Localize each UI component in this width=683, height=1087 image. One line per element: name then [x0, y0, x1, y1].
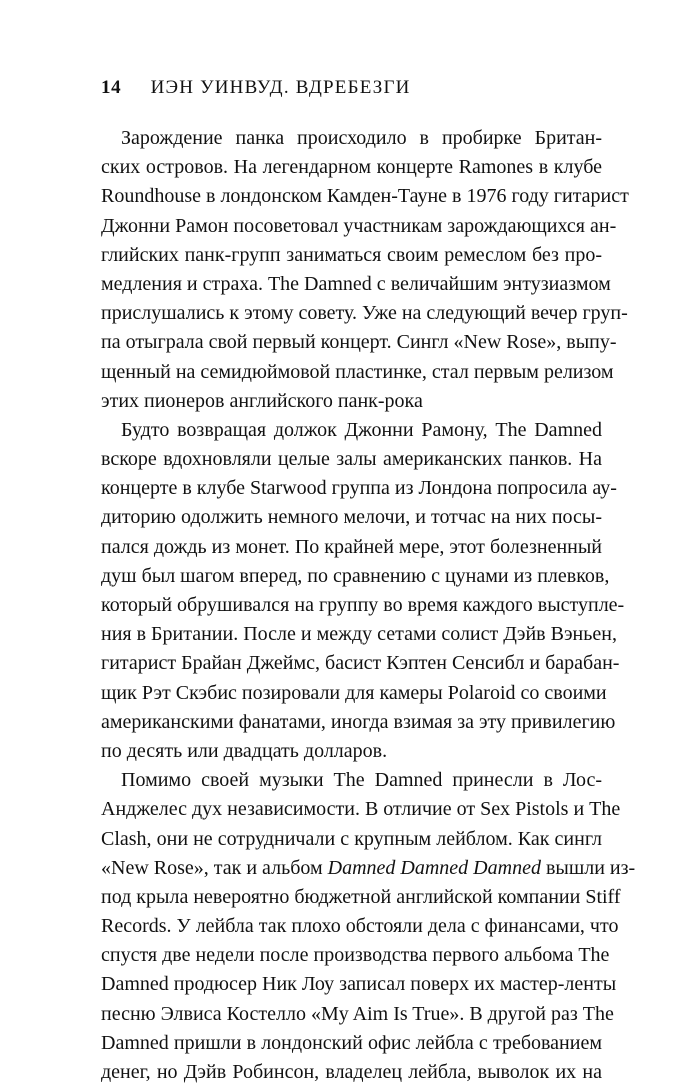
text-line: Damned пришли в лондонский офис лейбла с требованием	[101, 1031, 602, 1054]
text-segment: «New Rose», так и альбом	[101, 856, 328, 879]
text-line: Damned продюсер Ник Лоу записал поверх их мастер-ленты	[101, 973, 617, 996]
paragraph	[101, 416, 625, 766]
text-line: пался дождь из монет. По крайней мере, этот болезненный	[101, 535, 602, 558]
text-line: этих пионеров английского панк-рока	[101, 389, 423, 412]
text-line: Roundhouse в лондонском Камден-Тауне в 1976 году гитарист	[101, 185, 629, 208]
text-line: ских островов. На легендарном концерте Ramones в клубе	[101, 156, 602, 179]
text-line: щенный на семидюймовой пластинке, стал первым релизом	[101, 360, 614, 383]
body-text	[101, 124, 636, 1087]
text-line: который обрушивался на группу во время каждого выступле-	[101, 594, 625, 616]
album-title: Damned Damned Damned	[327, 856, 541, 879]
text-line: американскими фанатами, иногда взимая за эту привилегию	[101, 710, 616, 733]
page-number: 14	[101, 77, 122, 98]
text-line: Зарождение панка происходило в пробирке Британ-	[121, 127, 602, 149]
text-line: ния в Британии. После и между сетами солист Дэйв Вэньен,	[101, 623, 617, 646]
text-line: Анджелес дух независимости. В отличие от Sex Pistols и The	[101, 798, 621, 821]
text-line: концерте в клубе Starwood группа из Лондона попросила ау-	[101, 477, 617, 500]
book-title: ИЭН УИНВУД. ВДРЕБЕЗГИ	[150, 77, 411, 98]
text-segment: вышли из-	[540, 856, 636, 879]
running-head	[101, 76, 601, 100]
paragraph	[101, 124, 629, 416]
text-line: песню Элвиса Костелло «My Aim Is True». В другой раз The	[101, 1002, 614, 1025]
text-line: гитарист Брайан Джеймс, басист Кэптен Сенсибл и барабан-	[101, 652, 620, 675]
text-line: по десять или двадцать долларов.	[101, 739, 388, 762]
text-line: Будто возвращая должок Джонни Рамону, The Damned	[121, 418, 602, 441]
text-line: Clash, они не сотрудничали с крупным лейблом. Как сингл	[101, 827, 602, 850]
text-line: спустя две недели после производства первого альбома The	[101, 944, 610, 967]
text-line: медления и страха. The Damned с величайшим энтузиазмом	[101, 272, 611, 295]
paragraph	[101, 766, 636, 1087]
text-line: под крыла невероятно бюджетной английской компании Stiff	[101, 885, 621, 908]
text-line: диторию одолжить немного мелочи, и тотчас на них посы-	[101, 506, 602, 529]
text-line: Records. У лейбла так плохо обстояли дела с финансами, что	[101, 915, 619, 938]
text-line: глийских панк-групп заниматься своим ремеслом без про-	[101, 243, 602, 266]
text-line: Джонни Рамон посоветовал участникам зарождающихся ан-	[101, 214, 617, 237]
text-line: Помимо своей музыки The Damned принесли в Лос-	[121, 769, 602, 792]
text-line: вскоре вдохновляли целые залы американских панков. На	[101, 448, 602, 471]
text-line: па отыграла свой первый концерт. Сингл «New Rose», выпу-	[101, 331, 617, 354]
text-line-with-italic	[101, 854, 636, 883]
text-line: прислушались к этому совету. Уже на следующий вечер груп-	[101, 302, 628, 325]
text-line: душ был шагом вперед, по сравнению с цунами из плевков,	[101, 564, 610, 587]
text-line: щик Рэт Скэбис позировали для камеры Polaroid со своими	[101, 681, 607, 704]
text-line: денег, но Дэйв Робинсон, владелец лейбла, выволок их на	[101, 1061, 602, 1083]
